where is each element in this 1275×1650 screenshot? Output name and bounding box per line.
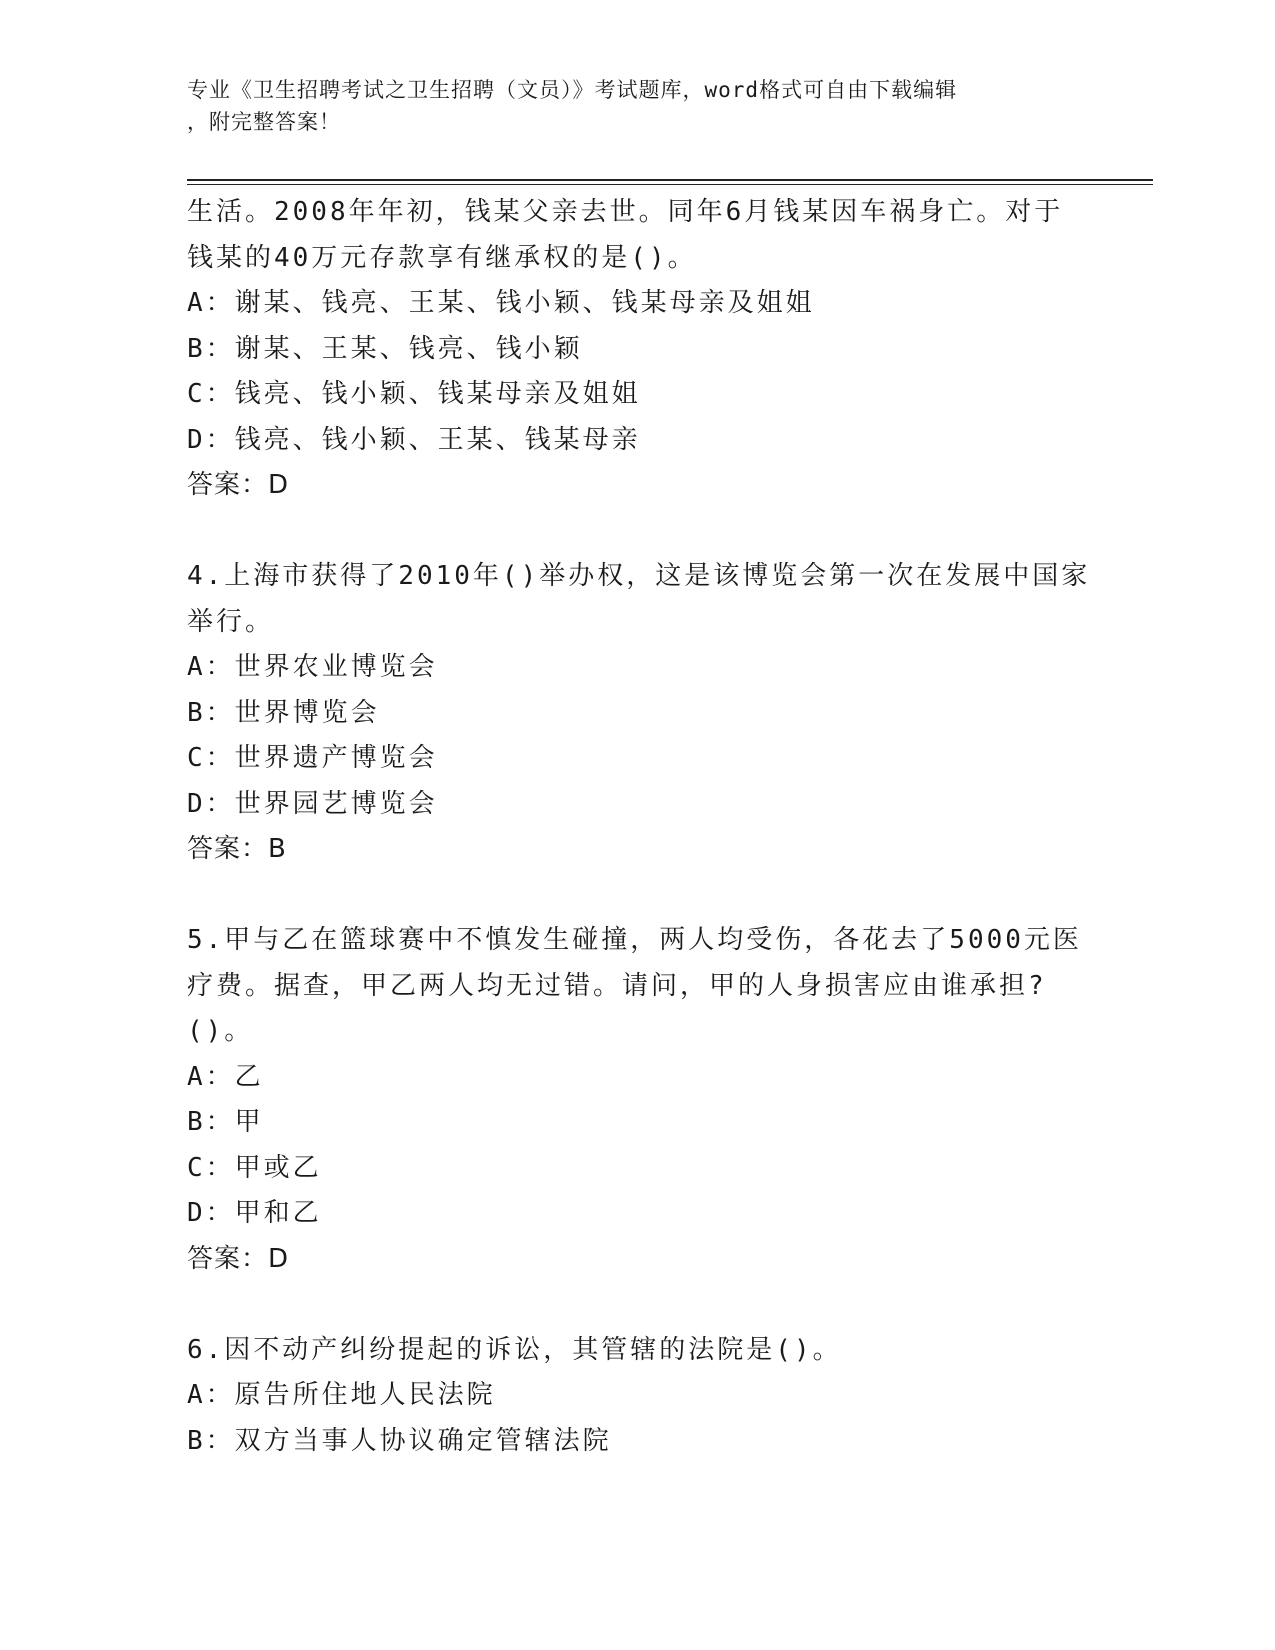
option-c: C：世界遗产博览会	[187, 743, 438, 773]
question-6	[187, 1328, 1087, 1465]
question-3	[187, 190, 1087, 509]
question-stem: ()。	[187, 1016, 254, 1046]
question-5	[187, 918, 1087, 1282]
question-stem: 举行。	[187, 606, 275, 637]
question-stem: 生活。2008年年初，钱某父亲去世。同年6月钱某因车祸身亡。对于	[187, 197, 1064, 227]
question-list	[187, 190, 1091, 1464]
option-c: C：钱亮、钱小颖、钱某母亲及姐姐	[187, 379, 641, 409]
document-header	[187, 74, 1067, 138]
header-title-line-1: 专业《卫生招聘考试之卫生招聘（文员）》考试题库，word格式可自由下载编辑	[187, 78, 958, 102]
option-c: C：甲或乙	[187, 1152, 322, 1183]
option-a: A：原告所住地人民法院	[187, 1380, 496, 1410]
question-stem: 4.上海市获得了2010年()举办权，这是该博览会第一次在发展中国家	[187, 561, 1091, 591]
question-stem: 5.甲与乙在篮球赛中不慎发生碰撞，两人均受伤，各花去了5000元医	[187, 925, 1082, 955]
option-a: A：乙	[187, 1061, 264, 1092]
option-b: B：世界博览会	[187, 697, 380, 728]
option-a: A：世界农业博览会	[187, 652, 438, 682]
question-4	[187, 554, 1091, 873]
spacer	[187, 873, 1087, 919]
option-d: D：甲和乙	[187, 1198, 322, 1228]
question-stem: 钱某的40万元存款享有继承权的是()。	[187, 242, 697, 273]
header-divider-thin	[187, 184, 1153, 185]
header-divider-thick	[187, 179, 1153, 181]
question-stem: 疗费。据查，甲乙两人均无过错。请问，甲的人身损害应由谁承担?	[187, 970, 1047, 1001]
question-stem: 6.因不动产纠纷提起的诉讼，其管辖的法院是()。	[187, 1334, 842, 1365]
header-title-line-2: ，附完整答案！	[187, 110, 341, 134]
option-d: D：世界园艺博览会	[187, 788, 438, 819]
option-d: D：钱亮、钱小颖、王某、钱某母亲	[187, 424, 641, 455]
spacer	[187, 1282, 1087, 1328]
answer: 答案：B	[187, 834, 287, 864]
option-b: B：甲	[187, 1107, 264, 1137]
option-b: B：谢某、王某、钱亮、钱小颖	[187, 333, 583, 364]
spacer	[187, 509, 1087, 555]
option-b: B：双方当事人协议确定管辖法院	[187, 1425, 612, 1456]
option-a: A：谢某、钱亮、王某、钱小颖、钱某母亲及姐姐	[187, 288, 815, 318]
answer: 答案：D	[187, 1243, 290, 1274]
answer: 答案：D	[187, 470, 290, 500]
